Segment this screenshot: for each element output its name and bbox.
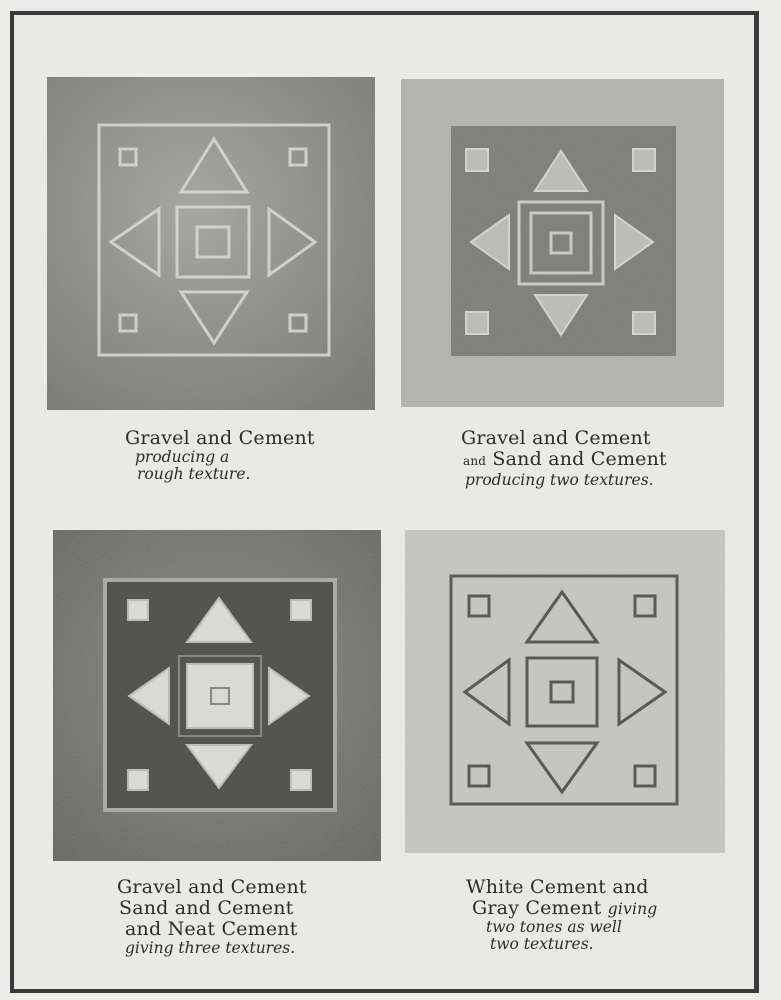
caption-bottom-right	[466, 877, 657, 953]
tile-illustration	[47, 77, 375, 410]
caption-line: White Cement and	[466, 876, 649, 898]
tile-photo-gravel-sand-cement	[401, 79, 724, 407]
caption-line: Gravel and Cement	[117, 876, 307, 898]
caption-top-left	[125, 428, 315, 483]
tile-photo-three-textures	[53, 530, 381, 861]
caption-line: and Neat Cement	[125, 918, 298, 940]
caption-line: two tones as well	[486, 918, 622, 936]
caption-suffix: giving	[607, 900, 658, 918]
tile-photo-gravel-cement	[47, 77, 375, 410]
caption-line: producing a	[135, 448, 230, 466]
caption-text: Sand and Cement	[492, 448, 667, 470]
caption-line	[463, 449, 667, 472]
caption-bottom-left	[117, 877, 307, 957]
caption-line: Gravel and Cement	[125, 427, 315, 449]
tile-illustration	[53, 530, 381, 861]
tile-photo-two-tones	[405, 530, 725, 853]
caption-line	[466, 898, 657, 919]
caption-line: giving three textures.	[125, 939, 296, 957]
caption-line: Sand and Cement	[119, 897, 294, 919]
caption-line: producing two textures.	[465, 471, 654, 489]
caption-prefix: and	[463, 454, 487, 468]
caption-line: Gravel and Cement	[461, 427, 651, 449]
caption-top-right	[461, 428, 667, 489]
caption-line: rough texture.	[137, 465, 251, 483]
tile-illustration	[401, 79, 724, 407]
caption-line: two textures.	[490, 935, 594, 953]
tile-illustration	[405, 530, 725, 853]
caption-text: Gray Cement	[472, 897, 602, 919]
